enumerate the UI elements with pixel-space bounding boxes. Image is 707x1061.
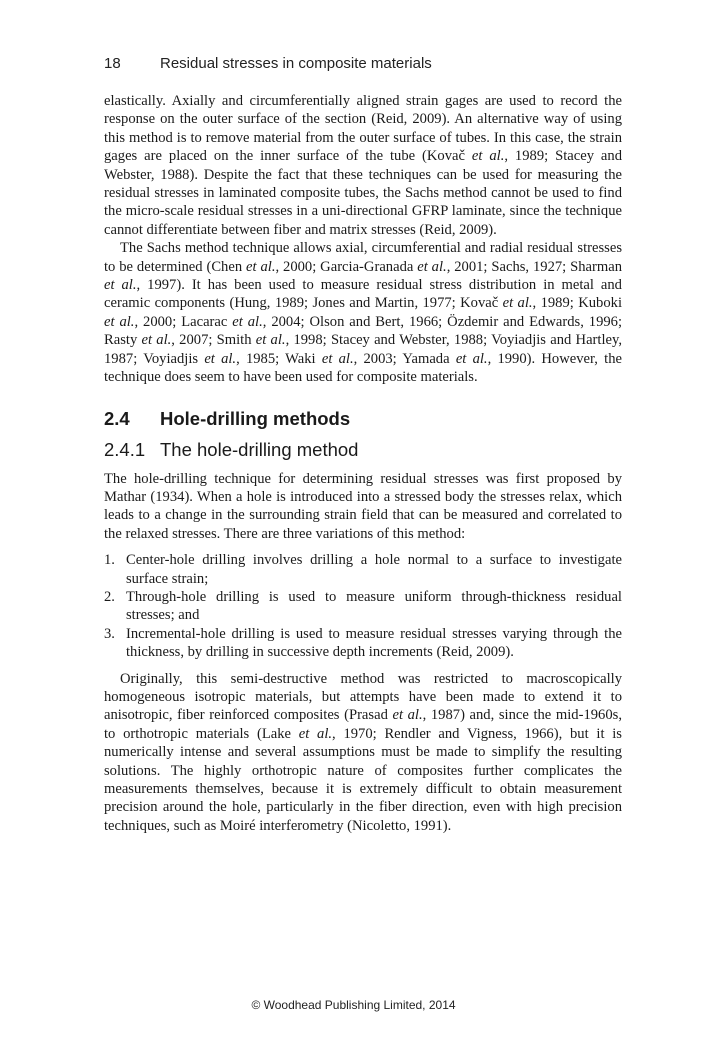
paragraph: The Sachs method technique allows axial, circumferential and radial residual stresses to be determined (Chen et al., 2000; Garcia-Granada et al., 2001; Sachs, 1927; Sharman et al., 1997). It has been used to measure residual stress distribution in metal and ceramic components (Hung, 1989; Jones and Martin, 1977; Kovač et al., 1989; Kuboki et al., 2000; Lacarac et al., 2004; Olson and Bert, 1966; Özdemir and Edwards, 1996; Rasty et al., 2007; Smith et al., 1998; Stacey and Webster, 1988; Voyiadjis and Hartley, 1987; Voyiadjis et al., 1985; Waki et al., 2003; Yamada et al., 1990). However, the technique does seem to have been used for composite materials. <box>104 240 623 386</box>
running-title: Residual stresses in composite materials <box>160 55 432 72</box>
running-header <box>104 55 432 72</box>
paragraph: elastically. Axially and circumferentially aligned strain gages are used to record the response on the outer surface of the section (Reid, 2009). An alternative way of using this method is to remove material from the outer surface of tubes. In this case, the strain gages are placed on the inner surface of the tube (Kovač et al., 1989; Stacey and Webster, 1988). Despite the fact that these techniques can be used for measuring the residual stresses in laminated composite tubes, the Sachs method cannot be used to find the micro-scale residual stresses in a uni-directional GFRP laminate, since the technique cannot differentiate between fiber and matrix stresses (Reid, 2009). <box>104 93 622 238</box>
subsection-heading: 2.4.1 The hole-drilling method <box>104 438 359 460</box>
page-number: 18 <box>104 55 121 72</box>
copyright-footer: © Woodhead Publishing Limited, 2014 <box>251 998 456 1012</box>
numbered-list <box>104 551 622 661</box>
list-item: 2. Through-hole drilling is used to measure uniform through-thickness residual stresses; and <box>104 588 622 624</box>
paragraph: The hole-drilling technique for determining residual stresses was first proposed by Mathar (1934). When a hole is introduced into a stressed body the stresses relax, which leads to a change in the surrounding strain field that can be measured and correlated to the relaxed stresses. There are three variations of this method: <box>104 470 622 542</box>
list-item: 1. Center-hole drilling involves drilling a hole normal to a surface to investigate surface strain; <box>104 552 622 587</box>
list-item: 3. Incremental-hole drilling is used to measure residual stresses varying through the thickness, by drilling in successive depth increments (Reid, 2009). <box>104 625 622 661</box>
paragraph: Originally, this semi-destructive method was restricted to macroscopically homogeneous isotropic materials, but attempts have been made to extend it to anisotropic, fiber reinforced composites (Prasad et al., 1987) and, since the mid-1960s, to orthotropic materials (Lake et al., 1970; Rendler and Vigness, 1966), but it is numerically intense and several assumptions must be made to simplify the resulting solutions. The highly orthotropic nature of composites further complicates the measurements themselves, because it is extremely difficult to obtain measurement precision around the hole, particularly in the fiber direction, even with high precision techniques, such as Moiré interferometry (Nicoletto, 1991). <box>104 670 622 834</box>
body-text <box>104 92 622 835</box>
section-heading: 2.4 Hole-drilling methods <box>104 407 351 429</box>
